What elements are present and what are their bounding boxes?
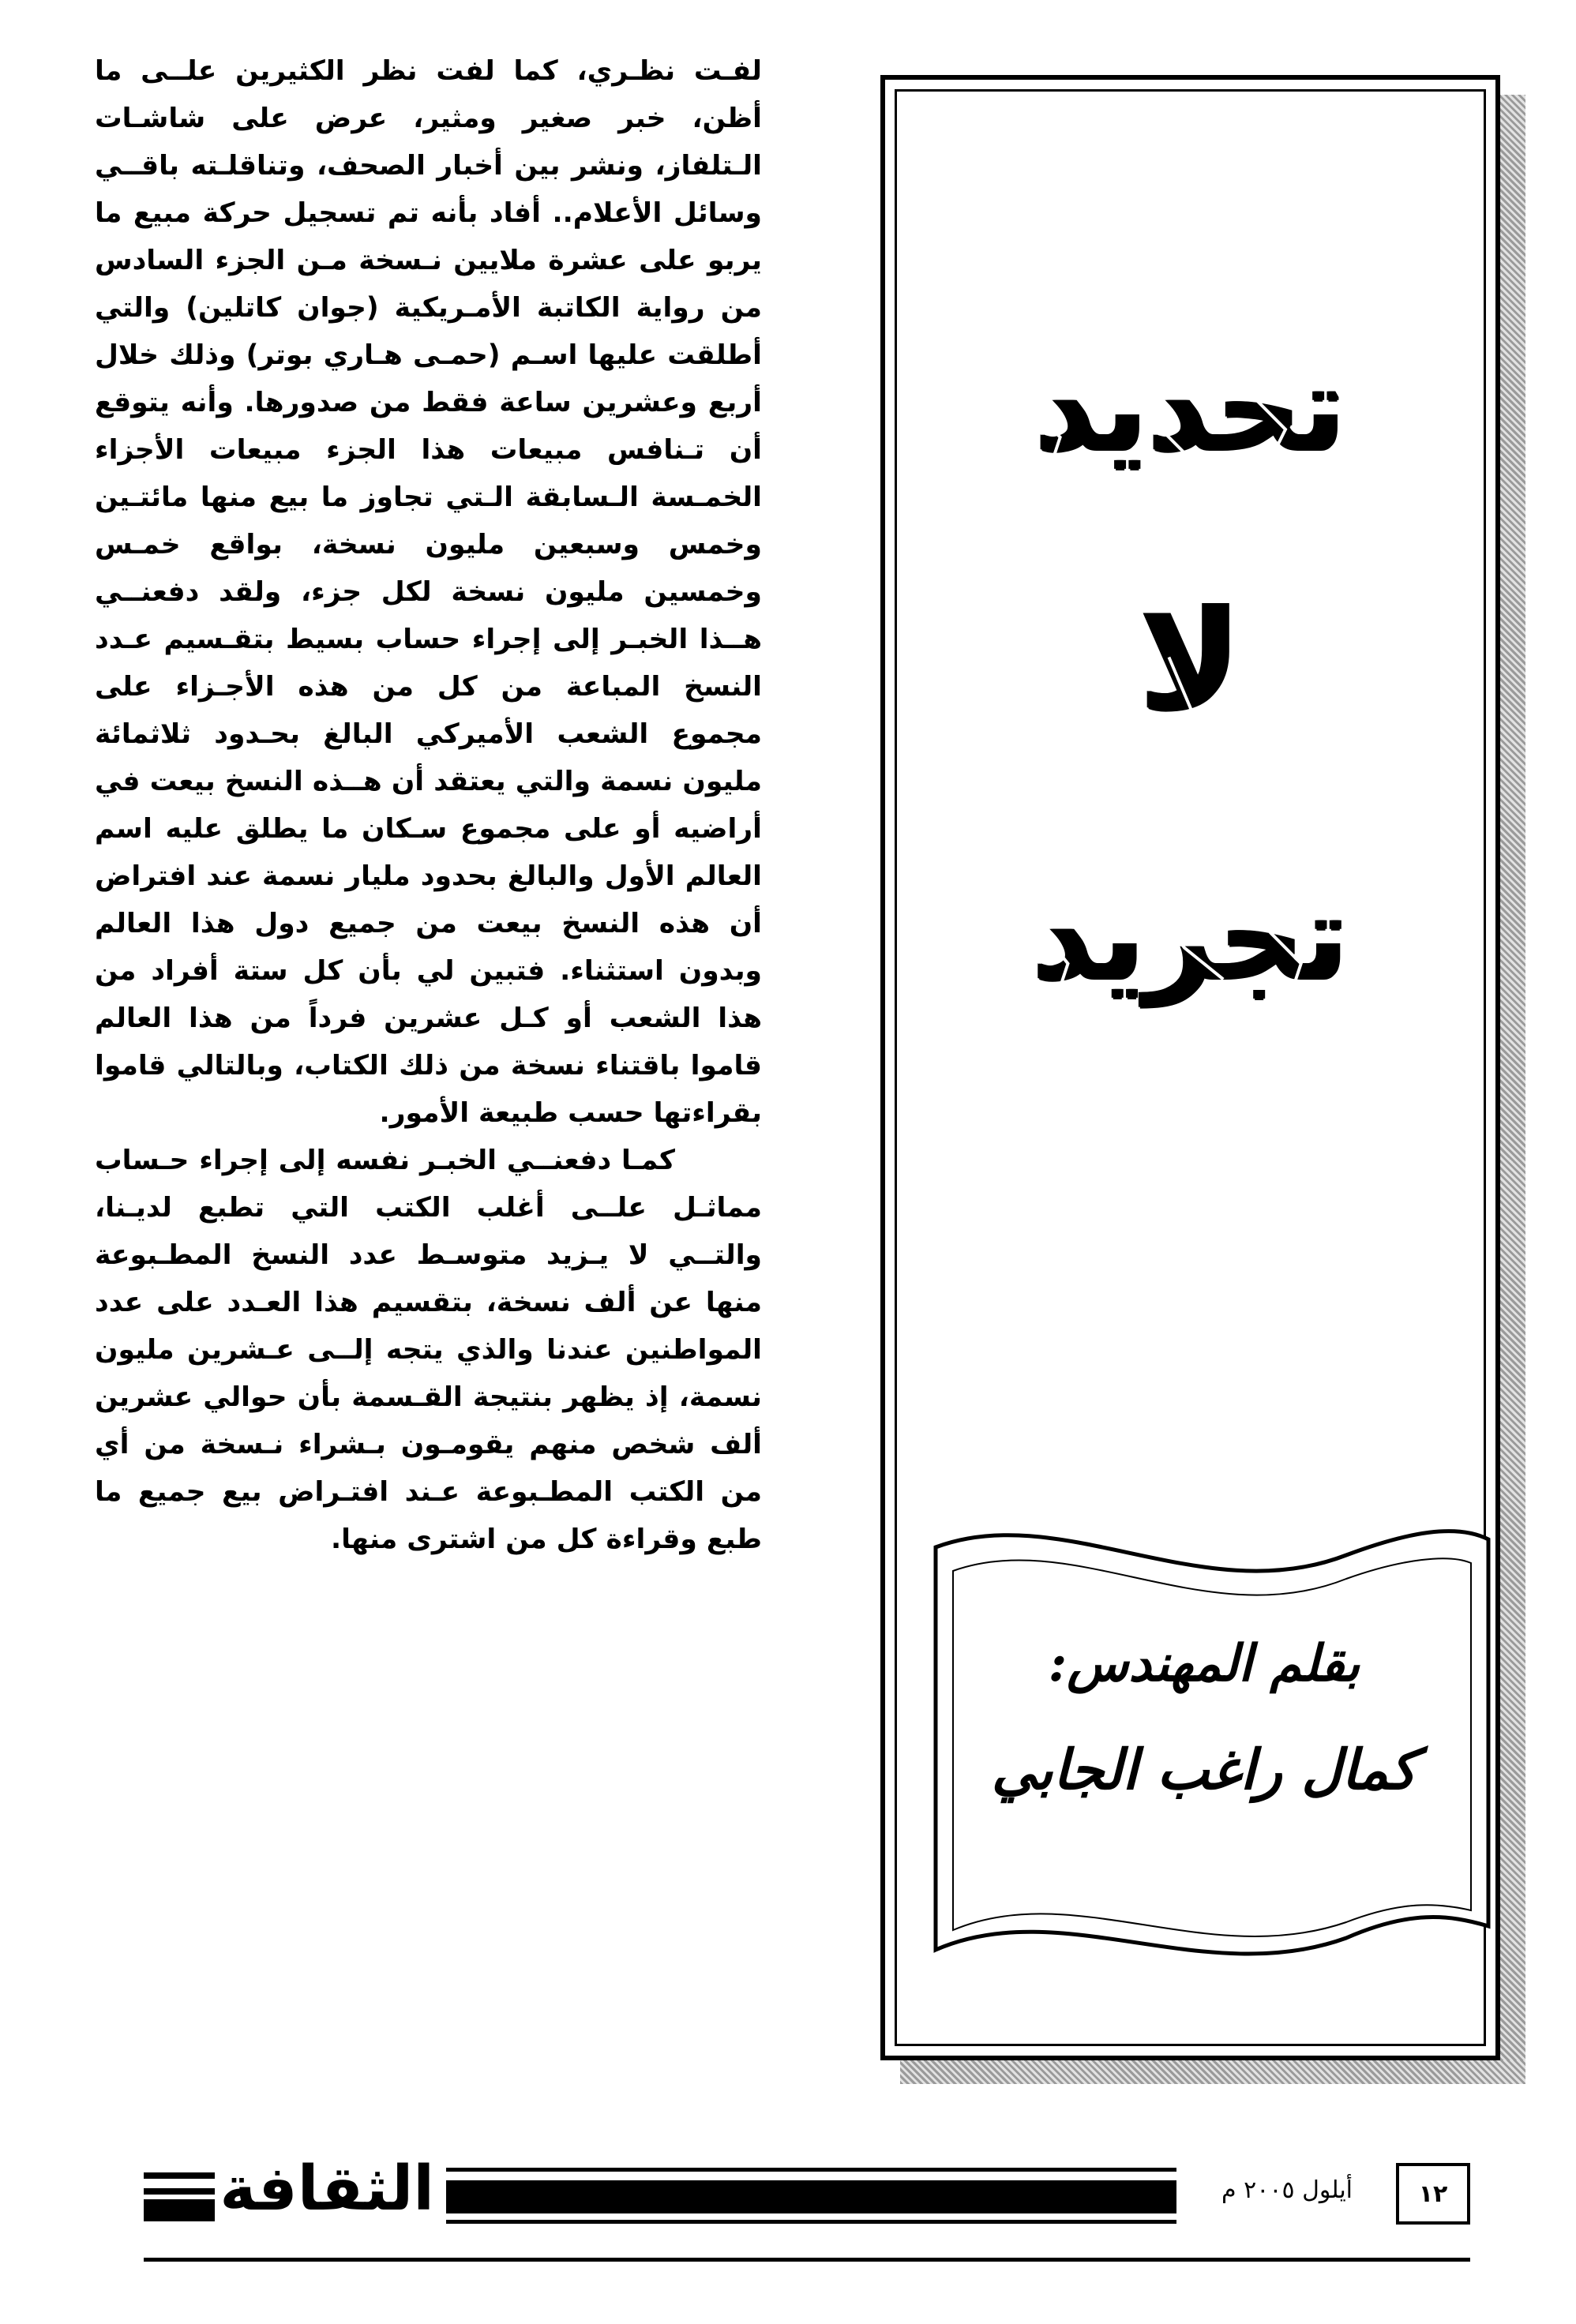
issue-date: أيلول ٢٠٠٥ م bbox=[1221, 2176, 1353, 2204]
author-name: كمال راغب الجابي bbox=[991, 1737, 1417, 1802]
footer-left-rule-2 bbox=[144, 2188, 215, 2195]
footer-thin-rule-top bbox=[446, 2168, 1176, 2172]
footer-thick-bar bbox=[446, 2180, 1176, 2213]
title-line-3: تجريد bbox=[1032, 869, 1349, 1006]
footer-left-block bbox=[144, 2172, 215, 2218]
title-line-2: لا bbox=[1139, 581, 1242, 741]
footer-left-rule-1 bbox=[144, 2172, 215, 2179]
title-line-1: تحديد bbox=[1034, 340, 1346, 478]
article-body bbox=[95, 47, 762, 2147]
panel-shadow-bottom bbox=[900, 2060, 1525, 2084]
page-number: ١٢ bbox=[1396, 2163, 1470, 2225]
author-banner bbox=[904, 1484, 1504, 1989]
magazine-logo: الثقافة bbox=[220, 2153, 434, 2225]
author-label: بقلم المهندس: bbox=[1048, 1634, 1360, 1693]
footer-thin-rule-bottom bbox=[446, 2220, 1176, 2224]
footer-left-bar bbox=[144, 2199, 215, 2221]
footer-baseline-rule bbox=[144, 2258, 1470, 2262]
article-paragraph-2: كمـا دفعنــي الخبـر نفسه إلى إجراء حـساب مماثـل علــى أغلب الكتب التي تطبع لديـنا، والتــي لا يـزيد متوسـط عدد النسخ المطـبوعة منها عن ألف نسخة، بتقسيم هذا العـدد على عدد المواطنين عندنا والذي يتجه إلــى عـشرين مليون نسمة، إذ يظهر بنتيجة القـسمة بأن حوالي عشرين ألف شخص منهم يقومـون بـشراء نـسخة من أي من الكتب المطـبوعة عـند افتـراض بيع جميع ما طبع وقراءة كل من اشترى منها. bbox=[95, 1145, 762, 1555]
article-paragraph-1: لفـت نظـري، كما لفت نظر الكثيرين علــى ما أظن، خبر صغير ومثير، عرض على شاشـات الـتلفاز، ونشر بين أخبار الصحف، وتناقلـته باقــي وسائل الأعلام.. أفاد بأنه تم تسجيل حركة مبيع ما يربو على عشرة ملايين نـسخة مـن الجزء السادس من رواية الكاتبة الأمـريكية (جوان كاتلين) والتي أطلقت عليها اسـم (حمـى هـاري بوتر) وذلك خلال أربع وعشرين ساعة فقط من صدورها. وأنه يتوقع أن تـنافس مبيعات هذا الجزء مبيعات الأجزاء الخمـسة الـسابقة الـتي تجاوز ما بيع منها مائتـين وخمس وسبعين مليون نسخة، بواقع خمـس وخمسين مليون نسخة لكل جزء، ولقد دفعنــي هــذا الخبـر إلى إجراء حساب بسيط بتقـسيم عـدد النسخ المباعة من كل من هذه الأجـزاء على مجموع الشعب الأميركي البالغ بحـدود ثلاثمائة مليون نسمة والتي يعتقد أن هــذه النسخ بيعت في أراضيه أو على مجموع سـكان ما يطلق عليه اسم العالم الأول والبالغ بحدود مليار نسمة عند افتراض أن هذه النسخ بيعت من جميع دول هذا العالم وبدون استثناء. فتبين لي بأن كل ستة أفراد من هذا الشعب أو كـل عشرين فرداً من هذا العالم قاموا باقتناء نسخة من ذلك الكتاب، وبالتالي قاموا بقراءتها حسب طبيعة الأمور. bbox=[95, 55, 762, 1129]
